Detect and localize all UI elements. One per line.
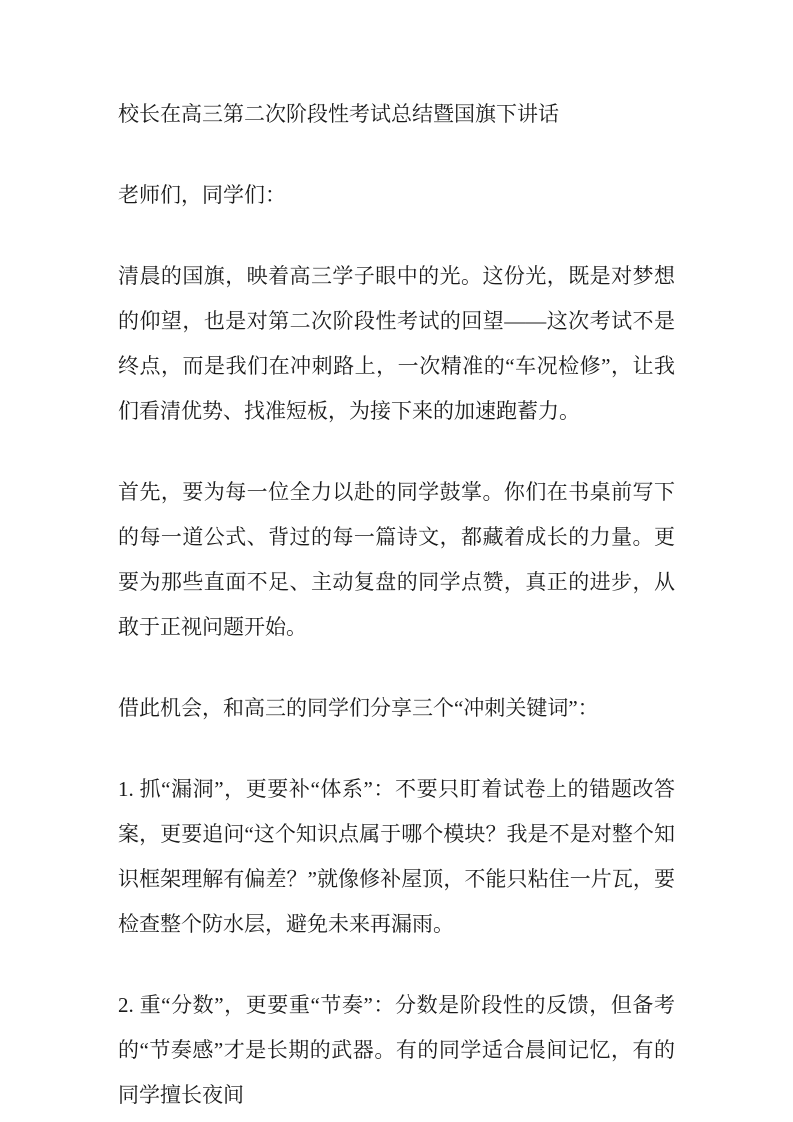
- paragraph-applause: 首先，要为每一位全力以赴的同学鼓掌。你们在书桌前写下的每一道公式、背过的每一篇诗文，都藏着成长的力量。更要为那些直面不足、主动复盘的同学点赞，真正的进步，从敢于正视问题开始。: [118, 480, 675, 639]
- paragraph-intro: 清晨的国旗，映着高三学子眼中的光。这份光，既是对梦想的仰望，也是对第二次阶段性考试的回望——这次考试不是终点，而是我们在冲刺路上，一次精准的“车况检修”，让我们看清优势、找准短板，为接下来的加速跑蓄力。: [118, 264, 675, 423]
- salutation: 老师们，同学们：: [118, 183, 286, 207]
- paragraph-keyword-2: 2. 重“分数”，更要重“节奏”：分数是阶段性的反馈，但备考的“节奏感”才是长期的武器。有的同学适合晨间记忆，有的同学擅长夜间: [118, 993, 675, 1107]
- paragraph-keywords-lead: 借此机会，和高三的同学们分享三个“冲刺关键词”：: [118, 696, 599, 720]
- document-title: 校长在高三第二次阶段性考试总结暨国旗下讲话: [118, 102, 559, 126]
- paragraph-keyword-1: 1. 抓“漏洞”，更要补“体系”：不要只盯着试卷上的错题改答案，更要追问“这个知识点属于哪个模块？我是不是对整个知识框架理解有偏差？”就像修补屋顶，不能只粘住一片瓦，要检查整个防水层，避免未来再漏雨。: [118, 777, 675, 936]
